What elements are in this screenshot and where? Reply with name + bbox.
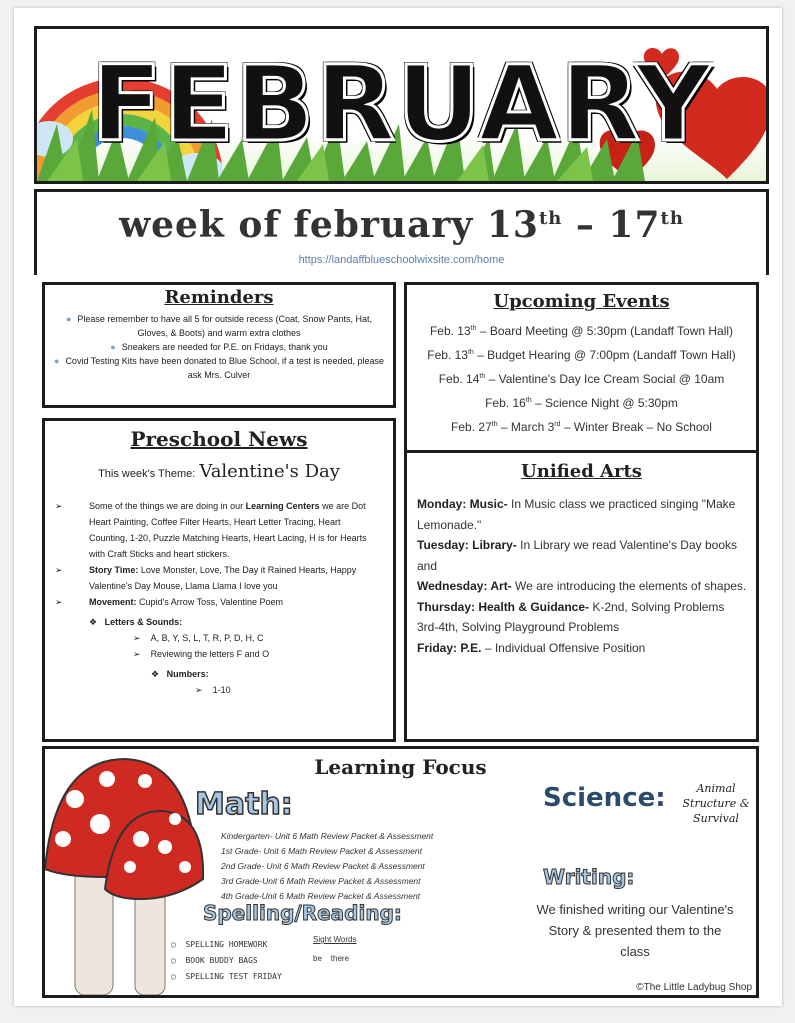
writing-heading: Writing:	[543, 865, 635, 889]
sight-words	[313, 935, 356, 963]
events-title: Upcoming Events	[493, 291, 670, 312]
event-item: Feb. 16th – Science Night @ 5:30pm	[485, 396, 678, 410]
bullet-icon: ●	[54, 356, 60, 366]
list-item: ○ SPELLING HOMEWORK	[171, 940, 268, 949]
list-item: ● Covid Testing Kits have been donated to Blue School, if a test is needed, please ask Mrs. Culver	[54, 356, 384, 380]
event-item: Feb. 27th – March 3rd – Winter Break – No School	[451, 420, 712, 434]
list-item: 3rd Grade-Unit 6 Math Review Packet & Assessment	[221, 876, 421, 886]
list-item: ➢ Movement: Cupid's Arrow Toss, Valentine Poem	[55, 594, 381, 610]
arrow-bullet-icon: ➢	[133, 649, 141, 659]
list-item: ● Please remember to have all 5 for outside recess (Coat, Snow Pants, Hat, Gloves, & Boots) and warm extra clothes	[65, 314, 373, 338]
preschool-title: Preschool News	[130, 427, 308, 451]
arts-title: Unified Arts	[521, 461, 642, 482]
spelling-list	[171, 937, 282, 985]
arrow-bullet-icon: ➢	[55, 501, 63, 511]
sight-words-list: be there	[313, 954, 350, 963]
list-item: ● Sneakers are needed for P.E. on Fridays, thank you	[110, 342, 328, 352]
list-item: ❖ Numbers:	[151, 669, 209, 679]
list-item: 2nd Grade- Unit 6 Math Review Packet & Assessment	[221, 861, 425, 871]
list-item: ➢ Reviewing the letters F and O	[133, 649, 270, 659]
arts-tuesday: Tuesday: Library- In Library we read Valentine's Day books and	[417, 538, 737, 573]
list-item: 1st Grade- Unit 6 Math Review Packet & Assessment	[221, 846, 422, 856]
list-item: ○ BOOK BUDDY BAGS	[171, 956, 258, 965]
copyright: ©The Little Ladybug Shop	[636, 982, 752, 993]
arrow-bullet-icon: ➢	[133, 633, 141, 643]
arts-thursday: Thursday: Health & Guidance- K-2nd, Solving Problems	[417, 599, 725, 614]
arrow-bullet-icon: ➢	[55, 565, 63, 575]
diamond-bullet-icon: ❖	[151, 669, 160, 679]
learning-focus-title: Learning Focus	[314, 755, 487, 779]
list-item: ❖ Letters & Sounds:	[89, 617, 183, 627]
event-item: Feb. 14th – Valentine's Day Ice Cream Social @ 10am	[438, 372, 725, 386]
list-item: ➢ Story Time: Love Monster, Love, The Day it Rained Hearts, Happy Valentine's Day Mouse, Llama Llama I love you	[55, 562, 381, 594]
arts-thursday-2: 3rd-4th, Solving Playground Problems	[417, 620, 620, 634]
list-item: Kindergarten- Unit 6 Math Review Packet & Assessment	[221, 831, 434, 841]
arts-monday: Monday: Music- In Music class we practiced singing "Make Lemonade."	[417, 497, 736, 532]
spelling-reading-heading: Spelling/Reading:	[203, 901, 402, 925]
list-item: ➢ 1-10	[195, 685, 231, 695]
sight-words-heading: Sight Words	[313, 935, 357, 944]
event-item: Feb. 13th – Budget Hearing @ 7:00pm (Landaff Town Hall)	[427, 348, 736, 362]
circle-bullet-icon: ○	[171, 956, 176, 965]
unified-arts-panel	[404, 450, 759, 742]
header-banner	[34, 26, 769, 184]
month-title: FEBRUARY	[91, 43, 712, 165]
arrow-bullet-icon: ➢	[55, 597, 63, 607]
writing-text: We finished writing our Valentine's Story & presented them to the class	[536, 902, 734, 959]
theme-value: Valentine's Day	[199, 461, 340, 482]
event-item: Feb. 13th – Board Meeting @ 5:30pm (Landaff Town Hall)	[429, 324, 734, 338]
arts-wednesday: Wednesday: Art- We are introducing the elements of shapes.	[417, 579, 747, 593]
newsletter-page	[14, 8, 782, 1006]
reminders-panel	[42, 282, 396, 408]
math-heading: Math:	[195, 787, 293, 822]
arrow-bullet-icon: ➢	[195, 685, 203, 695]
week-header	[34, 189, 769, 275]
science-heading: Science:	[543, 783, 666, 813]
preschool-news-panel	[42, 418, 396, 742]
science-text: Animal Structure & Survival	[682, 782, 750, 825]
circle-bullet-icon: ○	[171, 940, 176, 949]
bullet-icon: ●	[110, 342, 116, 352]
math-list	[221, 829, 433, 904]
list-item: ○ SPELLING TEST FRIDAY	[171, 972, 282, 981]
reminders-title: Reminders	[164, 287, 274, 308]
learning-focus-panel	[42, 746, 759, 998]
bullet-icon: ●	[65, 314, 72, 324]
theme-line: This week's Theme: Valentine's Day	[98, 461, 340, 482]
week-title: week of february 13th – 17th	[119, 204, 684, 246]
school-website-link[interactable]: https://landaffblueschoolwixsite.com/home	[298, 254, 505, 266]
list-item: 4th Grade-Unit 6 Math Review Packet & Assessment	[221, 891, 421, 901]
circle-bullet-icon: ○	[171, 972, 176, 981]
list-item: ➢ A, B, Y, S, L, T, R, P, D, H, C	[133, 633, 264, 643]
list-item: ➢ Some of the things we are doing in our Learning Centers we are Dot Heart Painting, Coffee Filter Hearts, Heart Letter Tracing, Heart Counting, 1-20, Puzzle Matching Hearts, Heart Lacing, H is for Hearts with Craft Sticks and heart stickers.	[55, 498, 381, 562]
arts-friday: Friday: P.E. – Individual Offensive Position	[417, 640, 646, 655]
diamond-bullet-icon: ❖	[89, 617, 98, 627]
upcoming-events-panel	[404, 282, 759, 450]
